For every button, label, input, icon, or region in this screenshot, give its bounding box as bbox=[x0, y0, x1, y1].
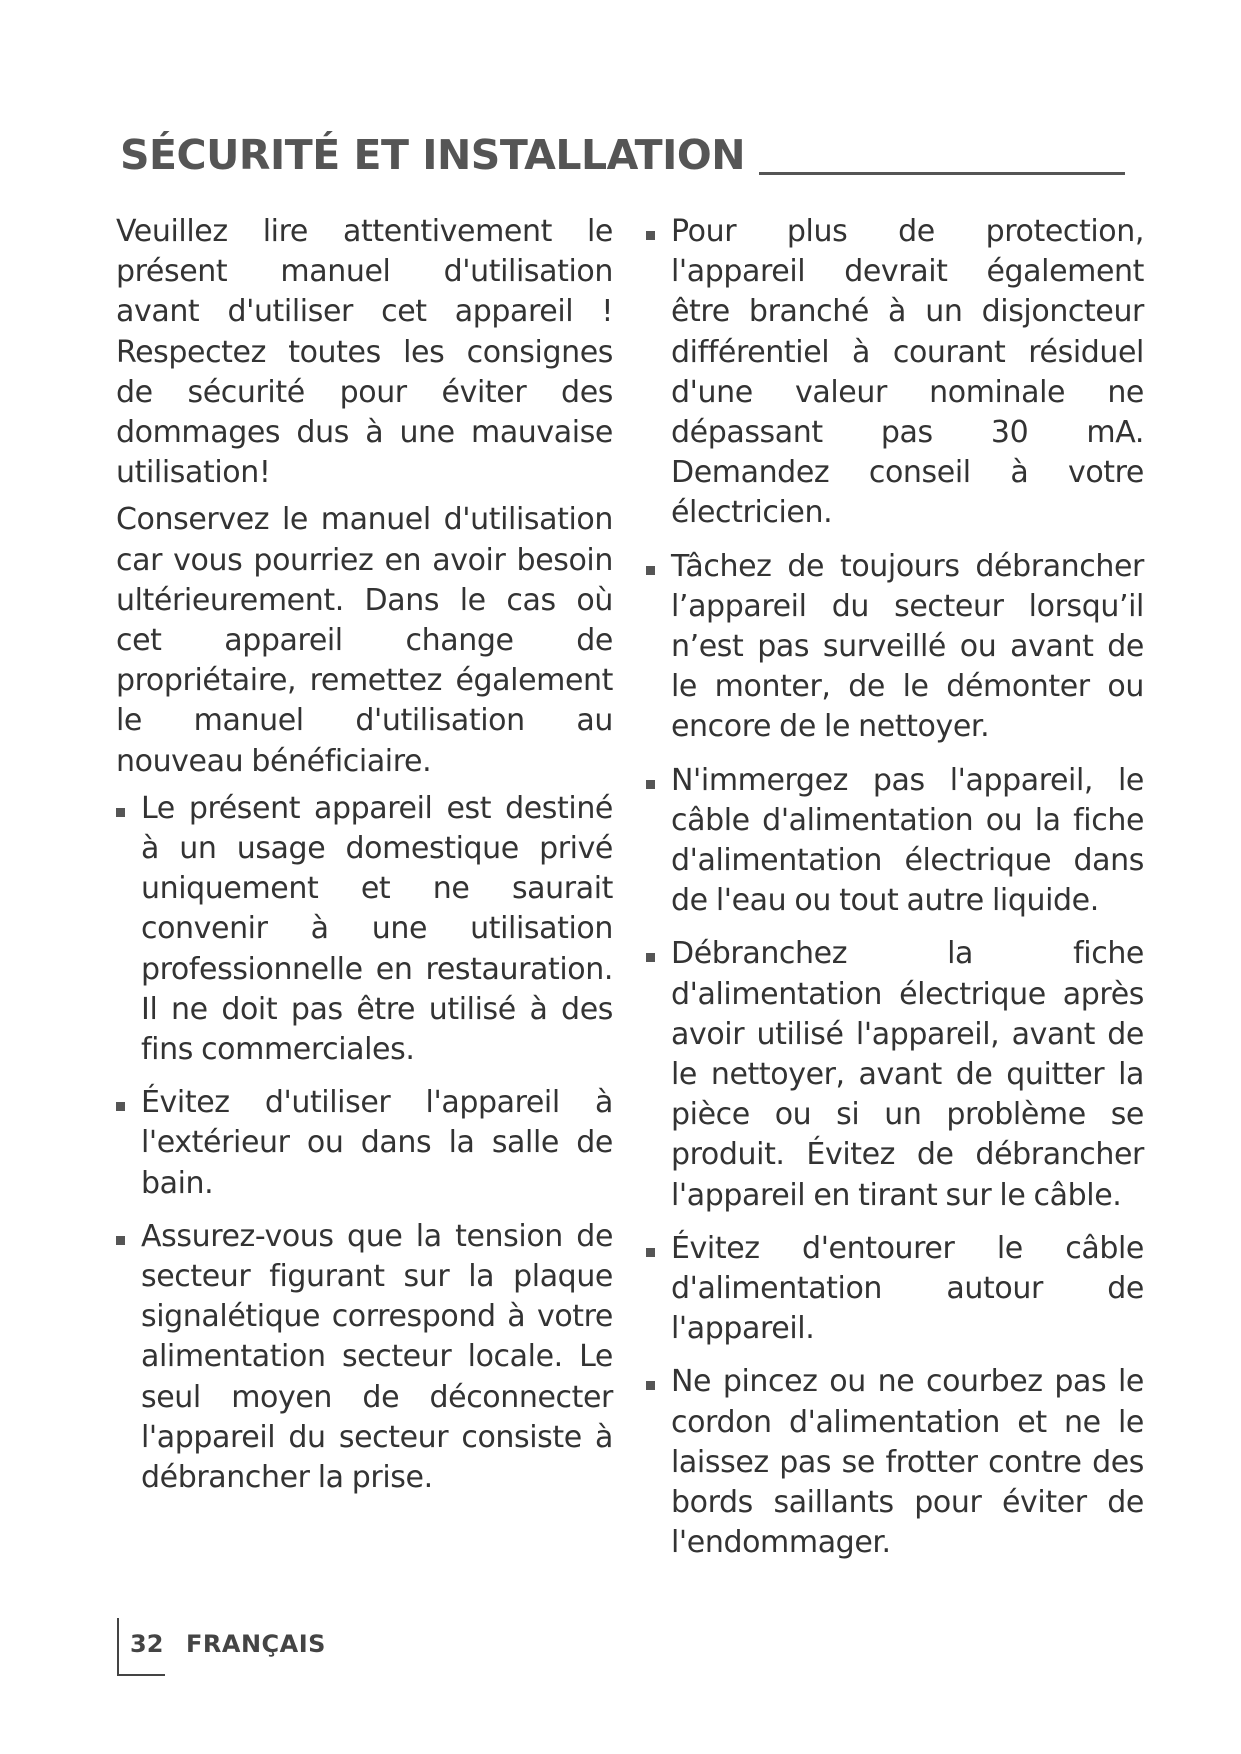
page-number: 32 bbox=[130, 1630, 164, 1658]
list-item bbox=[646, 934, 1144, 1215]
square-bullet-icon bbox=[116, 808, 125, 817]
square-bullet-icon bbox=[646, 953, 655, 962]
list-item bbox=[646, 761, 1144, 922]
list-item bbox=[646, 1229, 1144, 1350]
list-item bbox=[116, 789, 613, 1070]
left-bullet-list bbox=[116, 789, 613, 1498]
list-item-text: Tâchez de toujours débrancher l’appareil du secteur lorsqu’il n’est pas surveillé ou avant de le monter, de le démonter ou encore de le nettoyer. bbox=[671, 548, 1144, 745]
list-item bbox=[116, 1083, 613, 1204]
section-title: SÉCURITÉ ET INSTALLATION bbox=[120, 131, 746, 179]
square-bullet-icon bbox=[116, 1102, 125, 1111]
page-footer bbox=[117, 1618, 165, 1676]
square-bullet-icon bbox=[646, 566, 655, 575]
square-bullet-icon bbox=[646, 1381, 655, 1390]
list-item-text: Pour plus de protection, l'appareil devrait également être branché à un disjoncteur différentiel à courant résiduel d'une valeur nominale ne dépassant pas 30 mA. Demandez conseil à votre électricien. bbox=[671, 214, 1144, 531]
square-bullet-icon bbox=[646, 1248, 655, 1257]
list-item bbox=[646, 1362, 1144, 1563]
keep-manual-paragraph: Conservez le manuel d'utilisation car vous pourriez en avoir besoin ultérieurement. Dans le cas où cet appareil change de propriétaire, remettez également le manuel d'utilisation au nouveau bénéficiaire. bbox=[116, 502, 613, 779]
square-bullet-icon bbox=[646, 780, 655, 789]
list-item-text: Ne pincez ou ne courbez pas le cordon d'alimentation et ne le laissez pas se frotter contre des bords saillants pour éviter de l'endommager. bbox=[671, 1364, 1144, 1561]
list-item-text: Le présent appareil est destiné à un usage domestique privé uniquement et ne saurait convenir à une utilisation professionnelle en restauration. Il ne doit pas être utilisé à des fins commerciales. bbox=[141, 790, 613, 1068]
square-bullet-icon bbox=[116, 1236, 125, 1245]
list-item bbox=[646, 212, 1144, 534]
page-header bbox=[120, 116, 1125, 179]
list-item-text: Évitez d'utiliser l'appareil à l'extérieur ou dans la salle de bain. bbox=[141, 1085, 613, 1201]
intro-paragraph: Veuillez lire attentivement le présent manuel d'utilisation avant d'utiliser cet appareil ! Respectez toutes les consignes de sécurité pour éviter des dommages dus à une mauvaise utilisation! bbox=[116, 214, 613, 491]
list-item-text: N'immergez pas l'appareil, le câble d'alimentation ou la fiche d'alimentation électrique dans de l'eau ou tout autre liquide. bbox=[671, 762, 1144, 919]
right-column bbox=[646, 212, 1144, 1577]
square-bullet-icon bbox=[646, 231, 655, 240]
right-bullet-list bbox=[646, 212, 1144, 1564]
footer-language: FRANÇAIS bbox=[186, 1630, 326, 1658]
list-item-text: Assurez-vous que la tension de secteur figurant sur la plaque signalétique correspond à votre alimentation secteur locale. Le seul moyen de déconnecter l'appareil du secteur consiste à débrancher la prise. bbox=[141, 1218, 613, 1496]
list-item bbox=[116, 1217, 613, 1498]
left-column bbox=[116, 212, 613, 1511]
list-item-text: Évitez d'entourer le câble d'alimentation autour de l'appareil. bbox=[671, 1230, 1144, 1347]
header-rule bbox=[759, 172, 1125, 175]
list-item-text: Débranchez la fiche d'alimentation électrique après avoir utilisé l'appareil, avant de le nettoyer, avant de quitter la pièce ou si un problème se produit. Évitez de débrancher l'appareil en tirant sur le câble. bbox=[671, 936, 1144, 1213]
list-item bbox=[646, 547, 1144, 748]
